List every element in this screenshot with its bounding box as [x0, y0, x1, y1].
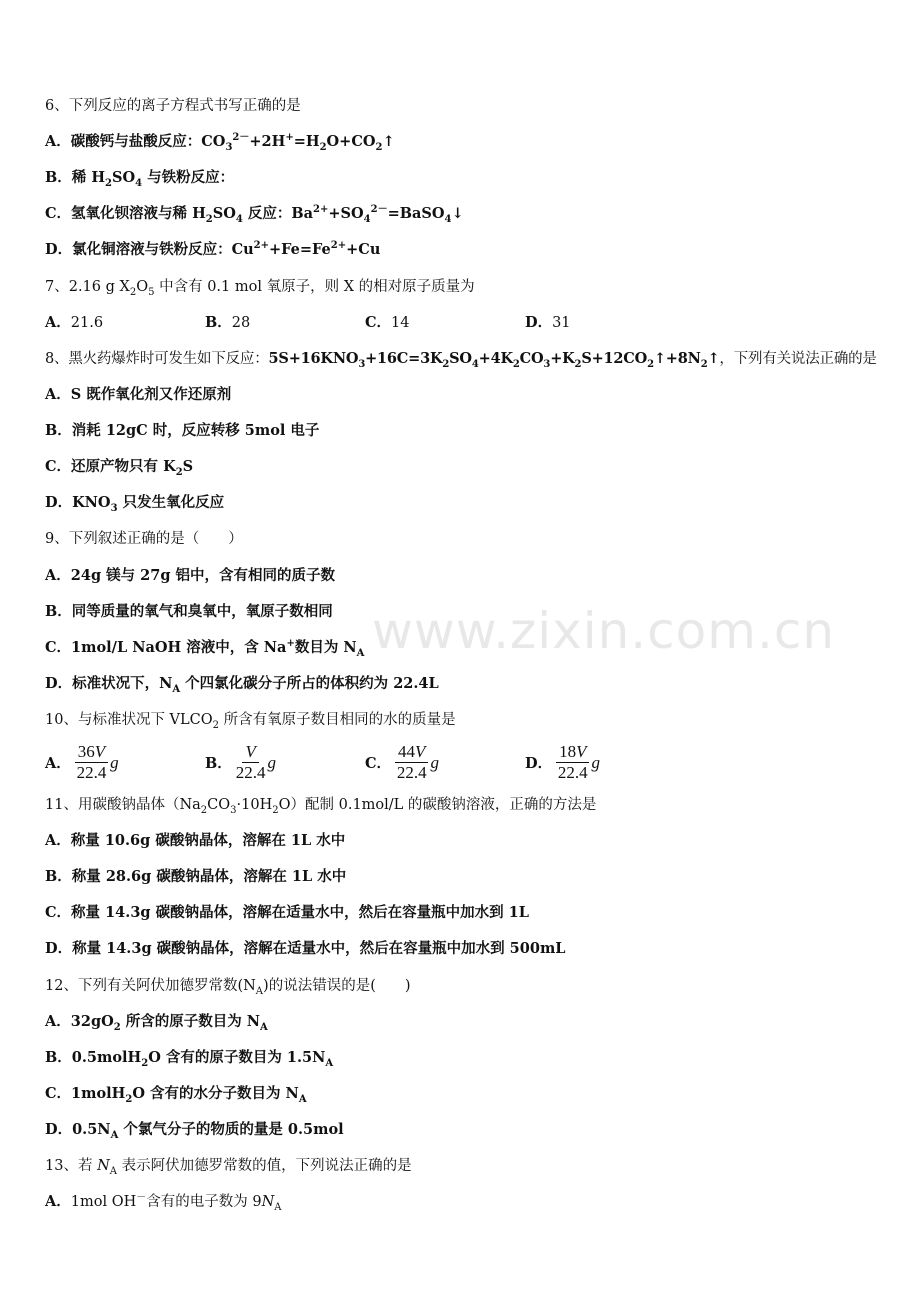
question-8-stem: 8、黑火药爆炸时可发生如下反应：$5S+16KNO_3+16C=3K_2SO_4+4K_2CO_3+K_2S+12CO_2↑+8N_2↑$，下列有关说法正确的是 [45, 350, 877, 370]
question-6-stem: 6、下列反应的离子方程式书写正确的是 [45, 98, 301, 114]
question-7-option-b: B．28 [205, 314, 251, 331]
question-10-option-c: C． $\frac{44V}{22.4}$ g [365, 742, 439, 782]
question-9-option-c: C．1mol/L NaOH 溶液中，含 Na+数目为 $N_A$ [45, 638, 365, 659]
question-9-stem: 9、下列叙述正确的是（ ） [45, 531, 243, 547]
question-12-option-b: B．0.5molH$_2$O 含有的原子数目为 $1.5N_A$ [45, 1049, 334, 1069]
question-9-option-d: D．标准状况下，$N_A$ 个四氯化碳分子所占的体积约为 22.4L [45, 675, 439, 695]
question-7-stem: 7、2.16 g $X_2O_5$ 中含有 0.1 mol 氧原子，则 X 的相对原子质量为 [45, 279, 475, 298]
question-8-option-d: D．$KNO_3$ 只发生氧化反应 [45, 494, 225, 514]
question-12-option-c: C．1molH$_2$O 含有的水分子数目为 $N_A$ [45, 1085, 307, 1105]
question-8-option-c: C．还原产物只有 $K_2S$ [45, 458, 194, 478]
question-9-option-b: B．同等质量的氧气和臭氧中，氧原子数相同 [45, 603, 333, 620]
question-10-option-b: B． $\frac{V}{22.4}$ g [205, 742, 277, 782]
question-7-option-c: C．14 [365, 314, 410, 331]
question-7-option-a: A．21.6 [45, 314, 104, 331]
question-12-stem: 12、下列有关阿伏加德罗常数$(N_A)$的说法错误的是( ) [45, 978, 411, 997]
question-7-option-d: D．31 [525, 314, 571, 331]
question-13-option-a: A．1mol OH－含有的电子数为 $9N_A$ [45, 1192, 282, 1213]
question-6-option-c: C．氢氧化钡溶液与稀 $H_2SO_4$ 反应：$Ba^{2+}+SO_4^{2-}=BaSO_4↓$ [45, 204, 464, 225]
question-10-stem: 10、与标准状况下 $VLCO_2$ 所含有氧原子数目相同的水的质量是 [45, 712, 456, 731]
question-11-option-a: A．称量 10.6g 碳酸钠晶体，溶解在 1L 水中 [45, 832, 346, 849]
question-6-option-a: A．碳酸钙与盐酸反应：$CO_3^{2-}+2H^+=H_2O+CO_2↑$ [45, 132, 395, 153]
question-10-option-d: D． $\frac{18V}{22.4}$ g [525, 742, 600, 782]
question-7-options [45, 313, 685, 333]
question-12-option-a: A．$32gO_2$ 所含的原子数目为 $N_A$ [45, 1013, 268, 1033]
question-8-option-a: A．S 既作氧化剂又作还原剂 [45, 386, 232, 403]
question-10-options [45, 742, 685, 783]
question-11-option-d: D．称量 14.3g 碳酸钠晶体，溶解在适量水中，然后在容量瓶中加水到 500mL [45, 940, 566, 957]
question-11-option-c: C．称量 14.3g 碳酸钠晶体，溶解在适量水中，然后在容量瓶中加水到 1L [45, 904, 529, 921]
question-13-stem: 13、若 $N_A$ 表示阿伏加德罗常数的值，下列说法正确的是 [45, 1158, 412, 1177]
question-8-option-b: B．消耗 12gC 时，反应转移 5mol 电子 [45, 422, 320, 439]
question-11-option-b: B．称量 28.6g 碳酸钠晶体，溶解在 1L 水中 [45, 868, 347, 885]
watermark: www.zixin.com.cn [372, 602, 836, 660]
question-12-option-d: D．$0.5N_A$ 个氯气分子的物质的量是 0.5mol [45, 1121, 344, 1141]
question-11-stem: 11、用碳酸钠晶体$(Na_2CO_3\cdot 10H_2O)$配制 0.1mol/L 的碳酸钠溶液，正确的方法是 [45, 797, 597, 816]
question-6-option-b: B．稀 $H_2SO_4$ 与铁粉反应： [45, 169, 235, 189]
question-6-option-d: D．氯化铜溶液与铁粉反应：$Cu^{2+}+Fe=Fe^{2+}+Cu$ [45, 240, 381, 258]
question-10-option-a: A． $\frac{36V}{22.4}$ g [45, 742, 119, 782]
question-9-option-a: A．24g 镁与 27g 铝中，含有相同的质子数 [45, 567, 336, 584]
